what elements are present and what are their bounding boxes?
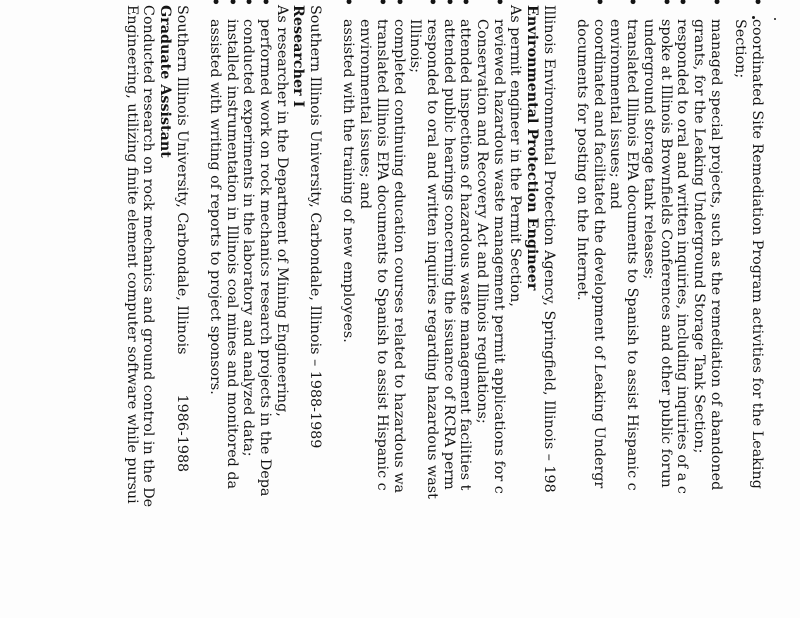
list-item: • responded to oral and written inquiries regarding hazardous wast	[423, 5, 440, 618]
employer-line: Southern Illinois University, Carbondale, Illinois – 1988-1989	[307, 5, 324, 449]
description-line: Engineering, utilizing finite element computer software while pursui	[123, 5, 140, 504]
list-item: • assisted with the training of new employees.	[340, 5, 357, 618]
list-item: • coordinated Site Remediation Program activities for the Leaking	[748, 5, 765, 618]
list-item: • reviewed hazardous waste management permit applications for c	[490, 5, 507, 618]
list-item-continuation: environmental issues; and	[357, 19, 374, 210]
list-item: • managed special projects, such as the remediation of abandoned	[707, 5, 724, 618]
job-title: Environmental Protection Engineer	[524, 5, 541, 291]
scan-speck	[774, 18, 776, 20]
list-item: • completed continuing education courses related to hazardous wa	[390, 5, 407, 618]
list-item: • responded to oral and written inquiries, including inquiries of a c	[674, 5, 691, 618]
list-item: • coordinated and facilitated the development of Leaking Undergr	[590, 5, 607, 618]
job-title: Graduate Assistant	[156, 5, 173, 158]
role-intro: As permit engineer in the Permit Section,	[507, 5, 524, 307]
list-item: • attended inspections of hazardous waste management facilities t	[457, 5, 474, 618]
list-item: • installed instrumentation in Illinois coal mines and monitored da	[223, 5, 240, 618]
list-item-continuation: grants, for the Leaking Underground Storage Tank Section;	[690, 19, 707, 454]
list-item: • performed work on rock mechanics research projects in the Depa	[256, 5, 273, 618]
list-item: • assisted with writing of reports to project sponsors.	[206, 5, 223, 618]
section-researcher	[206, 5, 323, 618]
list-item-continuation: Illinois;	[407, 19, 424, 73]
list-item: • conducted experiments in the laboratory and analyzed data;	[240, 5, 257, 618]
employer-name: Southern Illinois University, Carbondale, Illinois	[173, 5, 190, 355]
list-item-continuation: Section;	[732, 19, 749, 79]
list-item: • translated Illinois EPA documents to Spanish to assist Hispanic c	[373, 5, 390, 618]
list-item-continuation: environmental issues; and	[607, 19, 624, 210]
list-item-continuation: documents for posting on the Internet.	[574, 19, 591, 301]
employment-years: 1986-1988	[173, 394, 190, 473]
employer-line	[173, 5, 190, 618]
section-graduate-assistant	[123, 5, 190, 618]
employer-line: Illinois Environmental Protection Agency, Springfield, Illinois – 198	[540, 5, 557, 493]
section-site-remediation	[573, 5, 765, 618]
list-item: • translated Illinois EPA documents to Spanish to assist Hispanic c	[624, 5, 641, 618]
list-item: • attended public hearings concerning the issuance of RCRA perm	[440, 5, 457, 618]
scan-speck	[752, 16, 755, 19]
description-line: Conducted research on rock mechanics and ground control in the De	[140, 5, 157, 508]
job-title: Researcher I	[290, 5, 307, 108]
list-item-continuation: underground storage tank releases;	[640, 19, 657, 280]
list-item-continuation: Conservation and Recovery Act and Illinois regulations;	[474, 19, 490, 424]
resume-page	[5, 5, 765, 618]
role-intro: As researcher in the Department of Mining Engineering,	[273, 5, 290, 417]
list-item: • spoke at Illinois Brownfields Conferences and other public forun	[657, 5, 674, 618]
section-environmental-protection-engineer	[340, 5, 557, 618]
